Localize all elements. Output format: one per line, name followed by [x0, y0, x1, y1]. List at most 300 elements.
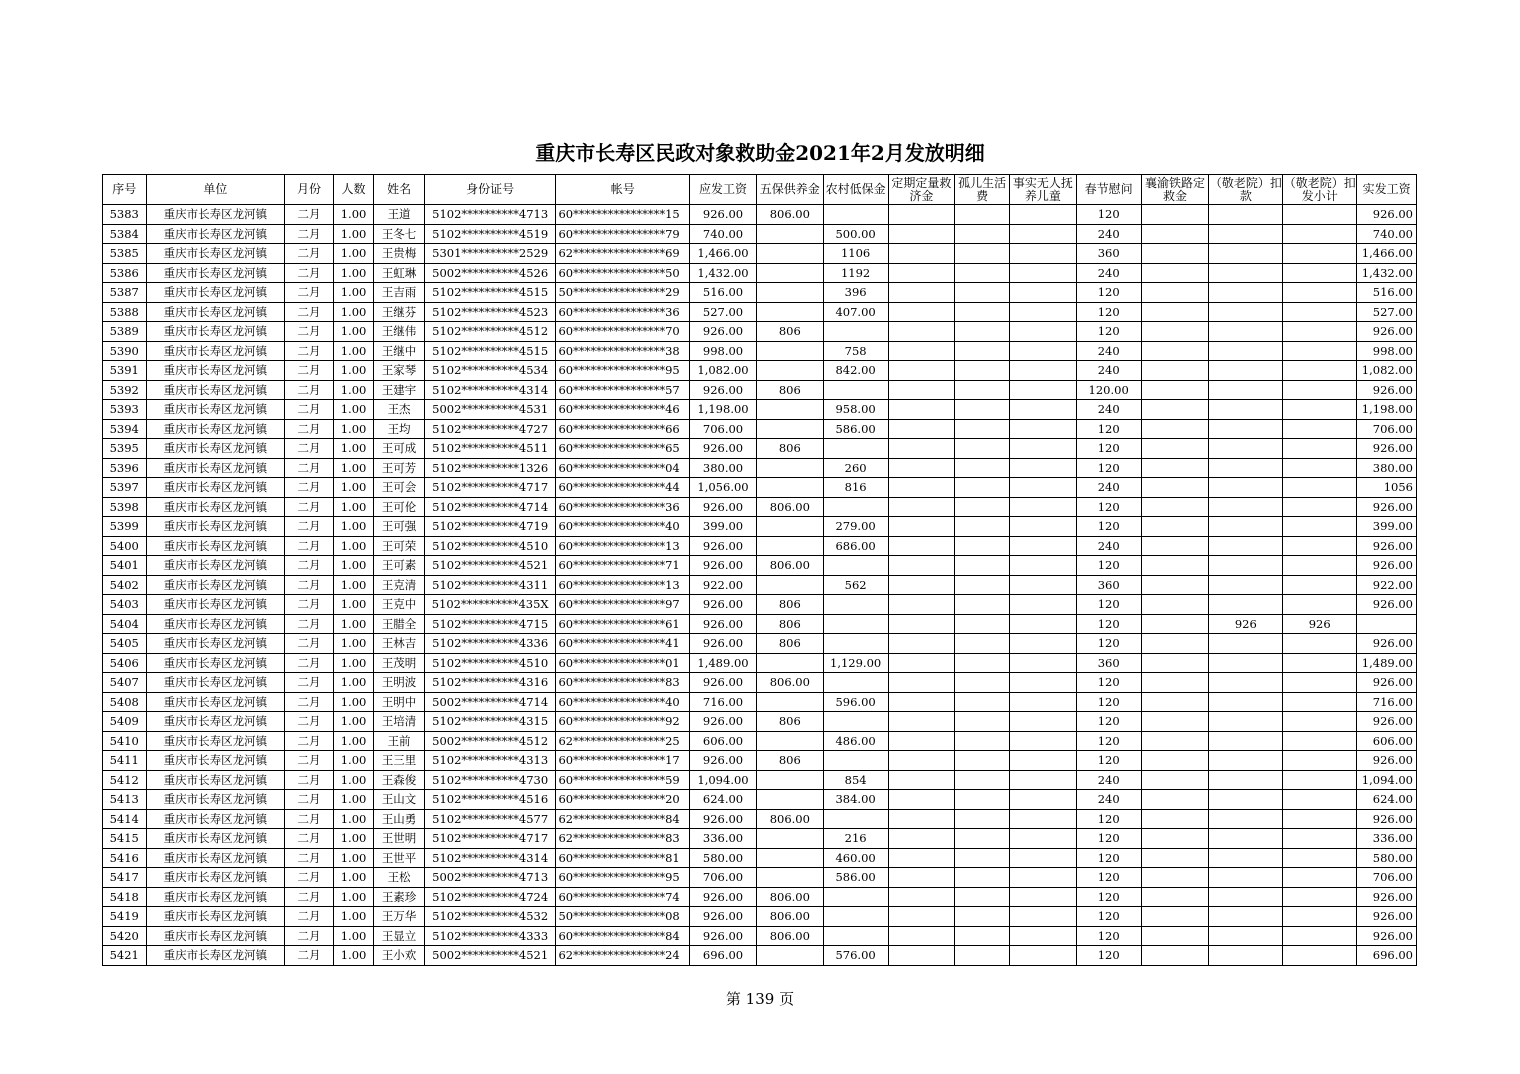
table-header-row: [103, 175, 1417, 205]
cell-count: 1.00: [333, 712, 373, 732]
cell-unattended-child: [1009, 244, 1076, 264]
cell-orphan: [955, 497, 1010, 517]
cell-unattended-child: [1009, 400, 1076, 420]
cell-month: 二月: [285, 302, 334, 322]
table-row: [103, 614, 1417, 634]
cell-orphan: [955, 478, 1010, 498]
cell-name: 王可伦: [374, 497, 425, 517]
cell-actual: 1,082.00: [1357, 361, 1417, 381]
cell-unattended-child: [1009, 770, 1076, 790]
cell-seq: 5384: [103, 224, 147, 244]
cell-dingqi: [888, 517, 955, 537]
cell-unattended-child: [1009, 517, 1076, 537]
cell-deduction-subtotal: [1283, 380, 1357, 400]
cell-id-number: 5102**********4577: [424, 809, 556, 829]
cell-wubao: 806.00: [756, 673, 823, 693]
cell-month: 二月: [285, 790, 334, 810]
cell-dibao: 279.00: [823, 517, 888, 537]
cell-account: 60****************40: [556, 517, 690, 537]
cell-festival: 240: [1076, 536, 1141, 556]
cell-dingqi: [888, 595, 955, 615]
cell-month: 二月: [285, 926, 334, 946]
cell-unit: 重庆市长寿区龙河镇: [146, 946, 285, 966]
cell-orphan: [955, 302, 1010, 322]
cell-festival: 120: [1076, 634, 1141, 654]
cell-deduction: [1209, 595, 1283, 615]
cell-orphan: [955, 653, 1010, 673]
cell-name: 王吉雨: [374, 283, 425, 303]
cell-payable: 740.00: [690, 224, 757, 244]
cell-month: 二月: [285, 517, 334, 537]
cell-festival: 120: [1076, 887, 1141, 907]
cell-account: 60****************83: [556, 673, 690, 693]
cell-deduction-subtotal: [1283, 829, 1357, 849]
header-unit: 单位: [146, 175, 285, 205]
cell-wubao: 806.00: [756, 809, 823, 829]
cell-unattended-child: [1009, 887, 1076, 907]
cell-deduction: [1209, 634, 1283, 654]
cell-payable: 926.00: [690, 380, 757, 400]
cell-seq: 5395: [103, 439, 147, 459]
table-row: [103, 478, 1417, 498]
cell-wubao: [756, 341, 823, 361]
cell-orphan: [955, 595, 1010, 615]
cell-railway: [1141, 536, 1209, 556]
cell-orphan: [955, 263, 1010, 283]
cell-account: 60****************13: [556, 575, 690, 595]
cell-dingqi: [888, 790, 955, 810]
header-account: 帐号: [556, 175, 690, 205]
cell-id-number: 5002**********4521: [424, 946, 556, 966]
cell-wubao: 806.00: [756, 926, 823, 946]
cell-month: 二月: [285, 692, 334, 712]
cell-orphan: [955, 341, 1010, 361]
cell-unattended-child: [1009, 263, 1076, 283]
cell-account: 60****************92: [556, 712, 690, 732]
cell-actual: 706.00: [1357, 868, 1417, 888]
cell-id-number: 5102**********4714: [424, 497, 556, 517]
cell-deduction: [1209, 439, 1283, 459]
cell-id-number: 5102**********4717: [424, 478, 556, 498]
cell-deduction: [1209, 887, 1283, 907]
cell-name: 王可成: [374, 439, 425, 459]
cell-unit: 重庆市长寿区龙河镇: [146, 263, 285, 283]
cell-count: 1.00: [333, 263, 373, 283]
cell-railway: [1141, 614, 1209, 634]
cell-month: 二月: [285, 887, 334, 907]
table-row: [103, 926, 1417, 946]
cell-festival: 120: [1076, 848, 1141, 868]
cell-dibao: 1192: [823, 263, 888, 283]
cell-actual: 926.00: [1357, 751, 1417, 771]
cell-unit: 重庆市长寿区龙河镇: [146, 322, 285, 342]
cell-unit: 重庆市长寿区龙河镇: [146, 380, 285, 400]
cell-dingqi: [888, 478, 955, 498]
cell-account: 60****************01: [556, 653, 690, 673]
table-row: [103, 380, 1417, 400]
cell-payable: 926.00: [690, 614, 757, 634]
cell-deduction-subtotal: [1283, 419, 1357, 439]
cell-actual: 1,198.00: [1357, 400, 1417, 420]
cell-id-number: 5102**********4512: [424, 322, 556, 342]
cell-dingqi: [888, 868, 955, 888]
table-row: [103, 400, 1417, 420]
cell-account: 62****************84: [556, 809, 690, 829]
cell-unit: 重庆市长寿区龙河镇: [146, 458, 285, 478]
cell-month: 二月: [285, 673, 334, 693]
cell-dingqi: [888, 400, 955, 420]
cell-deduction-subtotal: [1283, 731, 1357, 751]
table-row: [103, 653, 1417, 673]
table-row: [103, 790, 1417, 810]
cell-railway: [1141, 439, 1209, 459]
cell-count: 1.00: [333, 439, 373, 459]
table-row: [103, 731, 1417, 751]
table-row: [103, 263, 1417, 283]
cell-unit: 重庆市长寿区龙河镇: [146, 634, 285, 654]
cell-wubao: [756, 302, 823, 322]
cell-dingqi: [888, 946, 955, 966]
cell-actual: 926.00: [1357, 595, 1417, 615]
table-row: [103, 692, 1417, 712]
cell-payable: 1,094.00: [690, 770, 757, 790]
cell-festival: 360: [1076, 653, 1141, 673]
cell-dingqi: [888, 712, 955, 732]
cell-actual: 516.00: [1357, 283, 1417, 303]
cell-festival: 120: [1076, 595, 1141, 615]
cell-dibao: [823, 673, 888, 693]
cell-unattended-child: [1009, 907, 1076, 927]
cell-payable: 580.00: [690, 848, 757, 868]
cell-id-number: 5002**********4512: [424, 731, 556, 751]
cell-name: 王克中: [374, 595, 425, 615]
cell-deduction: [1209, 712, 1283, 732]
cell-account: 60****************36: [556, 302, 690, 322]
cell-id-number: 5102**********4719: [424, 517, 556, 537]
cell-seq: 5383: [103, 205, 147, 225]
cell-deduction-subtotal: [1283, 595, 1357, 615]
cell-seq: 5388: [103, 302, 147, 322]
cell-deduction-subtotal: [1283, 302, 1357, 322]
cell-actual: 336.00: [1357, 829, 1417, 849]
table-row: [103, 283, 1417, 303]
cell-payable: 1,466.00: [690, 244, 757, 264]
cell-month: 二月: [285, 770, 334, 790]
cell-dingqi: [888, 848, 955, 868]
cell-orphan: [955, 517, 1010, 537]
cell-railway: [1141, 380, 1209, 400]
cell-name: 王三里: [374, 751, 425, 771]
cell-railway: [1141, 263, 1209, 283]
relief-payment-table: [102, 174, 1417, 966]
cell-orphan: [955, 868, 1010, 888]
cell-unattended-child: [1009, 809, 1076, 829]
cell-payable: 716.00: [690, 692, 757, 712]
cell-seq: 5420: [103, 926, 147, 946]
cell-orphan: [955, 692, 1010, 712]
cell-deduction-subtotal: [1283, 517, 1357, 537]
cell-unit: 重庆市长寿区龙河镇: [146, 907, 285, 927]
cell-count: 1.00: [333, 770, 373, 790]
cell-account: 60****************84: [556, 926, 690, 946]
cell-seq: 5406: [103, 653, 147, 673]
cell-wubao: 806: [756, 322, 823, 342]
cell-deduction: [1209, 458, 1283, 478]
cell-account: 60****************97: [556, 595, 690, 615]
cell-dibao: 216: [823, 829, 888, 849]
cell-name: 王山文: [374, 790, 425, 810]
cell-orphan: [955, 380, 1010, 400]
cell-orphan: [955, 556, 1010, 576]
cell-unit: 重庆市长寿区龙河镇: [146, 731, 285, 751]
cell-id-number: 5102**********4532: [424, 907, 556, 927]
cell-wubao: [756, 653, 823, 673]
cell-name: 王可荣: [374, 536, 425, 556]
cell-count: 1.00: [333, 790, 373, 810]
cell-deduction: [1209, 673, 1283, 693]
cell-orphan: [955, 673, 1010, 693]
cell-orphan: [955, 400, 1010, 420]
cell-account: 60****************66: [556, 419, 690, 439]
cell-name: 王冬七: [374, 224, 425, 244]
table-row: [103, 536, 1417, 556]
cell-id-number: 5102**********4515: [424, 341, 556, 361]
table-row: [103, 751, 1417, 771]
cell-name: 王虹琳: [374, 263, 425, 283]
cell-unattended-child: [1009, 458, 1076, 478]
cell-deduction: [1209, 653, 1283, 673]
cell-count: 1.00: [333, 224, 373, 244]
cell-account: 60****************50: [556, 263, 690, 283]
cell-unit: 重庆市长寿区龙河镇: [146, 848, 285, 868]
cell-payable: 624.00: [690, 790, 757, 810]
cell-id-number: 5102**********4521: [424, 556, 556, 576]
cell-unattended-child: [1009, 302, 1076, 322]
cell-actual: 926.00: [1357, 809, 1417, 829]
cell-id-number: 5102**********435X: [424, 595, 556, 615]
cell-deduction: [1209, 731, 1283, 751]
cell-unattended-child: [1009, 731, 1076, 751]
cell-payable: 926.00: [690, 751, 757, 771]
cell-name: 王均: [374, 419, 425, 439]
table-row: [103, 205, 1417, 225]
cell-festival: 120: [1076, 517, 1141, 537]
cell-id-number: 5102**********4511: [424, 439, 556, 459]
cell-railway: [1141, 790, 1209, 810]
cell-seq: 5414: [103, 809, 147, 829]
cell-dingqi: [888, 653, 955, 673]
cell-dibao: [823, 380, 888, 400]
cell-account: 60****************41: [556, 634, 690, 654]
cell-month: 二月: [285, 497, 334, 517]
cell-festival: 360: [1076, 244, 1141, 264]
cell-actual: 527.00: [1357, 302, 1417, 322]
cell-orphan: [955, 907, 1010, 927]
cell-account: 62****************25: [556, 731, 690, 751]
cell-payable: 926.00: [690, 556, 757, 576]
cell-dibao: 396: [823, 283, 888, 303]
cell-month: 二月: [285, 244, 334, 264]
cell-count: 1.00: [333, 458, 373, 478]
table-row: [103, 419, 1417, 439]
cell-account: 50****************08: [556, 907, 690, 927]
cell-payable: 336.00: [690, 829, 757, 849]
table-row: [103, 634, 1417, 654]
cell-railway: [1141, 322, 1209, 342]
cell-name: 王贵梅: [374, 244, 425, 264]
cell-count: 1.00: [333, 673, 373, 693]
cell-actual: 926.00: [1357, 712, 1417, 732]
cell-name: 王明中: [374, 692, 425, 712]
cell-name: 王继伟: [374, 322, 425, 342]
cell-name: 王素珍: [374, 887, 425, 907]
cell-wubao: [756, 263, 823, 283]
cell-account: 62****************24: [556, 946, 690, 966]
cell-id-number: 5102**********4316: [424, 673, 556, 693]
cell-wubao: 806: [756, 439, 823, 459]
cell-payable: 606.00: [690, 731, 757, 751]
cell-payable: 926.00: [690, 809, 757, 829]
cell-deduction: [1209, 419, 1283, 439]
cell-railway: [1141, 829, 1209, 849]
cell-unattended-child: [1009, 341, 1076, 361]
cell-seq: 5402: [103, 575, 147, 595]
cell-month: 二月: [285, 439, 334, 459]
cell-month: 二月: [285, 614, 334, 634]
cell-count: 1.00: [333, 536, 373, 556]
cell-name: 王显立: [374, 926, 425, 946]
cell-wubao: [756, 946, 823, 966]
header-orphan: 孤儿生活费: [955, 175, 1010, 205]
cell-name: 王明波: [374, 673, 425, 693]
cell-seq: 5418: [103, 887, 147, 907]
header-dingqi: 定期定量救济金: [888, 175, 955, 205]
cell-id-number: 5301**********2529: [424, 244, 556, 264]
page-title: 重庆市长寿区民政对象救助金2021年2月发放明细: [535, 141, 985, 165]
cell-account: 62****************69: [556, 244, 690, 264]
cell-actual: 716.00: [1357, 692, 1417, 712]
cell-dingqi: [888, 614, 955, 634]
cell-railway: [1141, 575, 1209, 595]
cell-deduction: [1209, 692, 1283, 712]
cell-seq: 5387: [103, 283, 147, 303]
cell-dibao: 562: [823, 575, 888, 595]
table-row: [103, 302, 1417, 322]
cell-payable: 1,489.00: [690, 653, 757, 673]
cell-id-number: 5002**********4526: [424, 263, 556, 283]
cell-seq: 5400: [103, 536, 147, 556]
cell-unit: 重庆市长寿区龙河镇: [146, 829, 285, 849]
cell-unattended-child: [1009, 380, 1076, 400]
cell-id-number: 5102**********4724: [424, 887, 556, 907]
cell-unit: 重庆市长寿区龙河镇: [146, 478, 285, 498]
cell-seq: 5416: [103, 848, 147, 868]
cell-id-number: 5002**********4531: [424, 400, 556, 420]
cell-festival: 240: [1076, 341, 1141, 361]
cell-account: 60****************61: [556, 614, 690, 634]
cell-name: 王杰: [374, 400, 425, 420]
cell-name: 王克清: [374, 575, 425, 595]
cell-dibao: 816: [823, 478, 888, 498]
cell-wubao: 806: [756, 614, 823, 634]
cell-festival: 360: [1076, 575, 1141, 595]
cell-unattended-child: [1009, 497, 1076, 517]
cell-dibao: [823, 556, 888, 576]
cell-seq: 5419: [103, 907, 147, 927]
cell-wubao: 806.00: [756, 907, 823, 927]
cell-dingqi: [888, 419, 955, 439]
cell-actual: 1,466.00: [1357, 244, 1417, 264]
cell-dingqi: [888, 536, 955, 556]
cell-seq: 5398: [103, 497, 147, 517]
cell-payable: 696.00: [690, 946, 757, 966]
cell-count: 1.00: [333, 887, 373, 907]
cell-payable: 399.00: [690, 517, 757, 537]
cell-railway: [1141, 634, 1209, 654]
cell-wubao: 806: [756, 634, 823, 654]
cell-unit: 重庆市长寿区龙河镇: [146, 302, 285, 322]
cell-id-number: 5102**********4510: [424, 653, 556, 673]
cell-unit: 重庆市长寿区龙河镇: [146, 712, 285, 732]
cell-railway: [1141, 556, 1209, 576]
header-actual: 实发工资: [1357, 175, 1417, 205]
cell-unattended-child: [1009, 829, 1076, 849]
cell-payable: 926.00: [690, 322, 757, 342]
cell-festival: 120: [1076, 829, 1141, 849]
cell-orphan: [955, 829, 1010, 849]
cell-payable: 926.00: [690, 205, 757, 225]
cell-actual: 696.00: [1357, 946, 1417, 966]
cell-festival: 240: [1076, 478, 1141, 498]
cell-seq: 5421: [103, 946, 147, 966]
cell-orphan: [955, 419, 1010, 439]
cell-id-number: 5102**********4519: [424, 224, 556, 244]
cell-count: 1.00: [333, 907, 373, 927]
cell-unattended-child: [1009, 848, 1076, 868]
cell-id-number: 5102**********4311: [424, 575, 556, 595]
cell-name: 王继芬: [374, 302, 425, 322]
cell-count: 1.00: [333, 575, 373, 595]
cell-dingqi: [888, 439, 955, 459]
cell-payable: 926.00: [690, 887, 757, 907]
cell-festival: 120: [1076, 439, 1141, 459]
cell-dibao: [823, 439, 888, 459]
cell-unattended-child: [1009, 946, 1076, 966]
cell-id-number: 5102**********4510: [424, 536, 556, 556]
cell-seq: 5413: [103, 790, 147, 810]
table-body: [103, 205, 1417, 966]
cell-seq: 5390: [103, 341, 147, 361]
cell-unattended-child: [1009, 634, 1076, 654]
table-row: [103, 439, 1417, 459]
cell-dibao: 1,129.00: [823, 653, 888, 673]
cell-id-number: 5102**********4523: [424, 302, 556, 322]
cell-count: 1.00: [333, 361, 373, 381]
cell-railway: [1141, 497, 1209, 517]
cell-dibao: 500.00: [823, 224, 888, 244]
header-deduction: （敬老院）扣款: [1209, 175, 1282, 203]
cell-festival: 120: [1076, 673, 1141, 693]
cell-deduction: 926: [1209, 614, 1283, 634]
cell-account: 62****************83: [556, 829, 690, 849]
cell-payable: 922.00: [690, 575, 757, 595]
cell-railway: [1141, 419, 1209, 439]
cell-deduction-subtotal: [1283, 478, 1357, 498]
cell-railway: [1141, 926, 1209, 946]
cell-railway: [1141, 751, 1209, 771]
cell-dingqi: [888, 341, 955, 361]
cell-month: 二月: [285, 653, 334, 673]
